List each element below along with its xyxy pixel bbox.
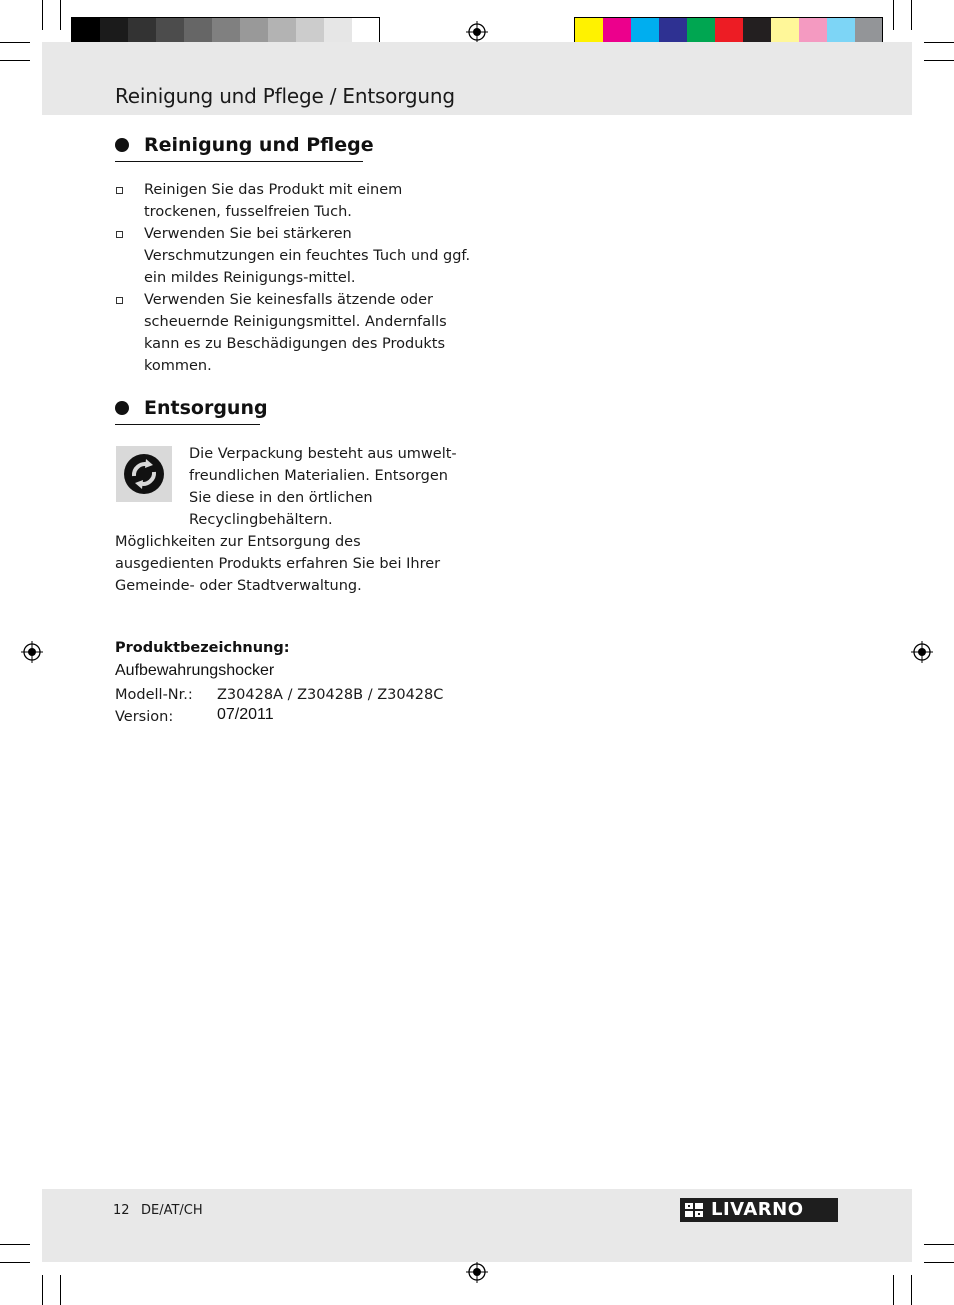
section-heading-text: Entsorgung	[144, 397, 268, 419]
section-heading-text: Reinigung und Pflege	[144, 134, 374, 156]
heading-underline	[115, 424, 260, 426]
crop-mark	[0, 60, 30, 61]
crop-mark	[924, 1262, 954, 1263]
recycle-symbol-box	[116, 446, 172, 502]
checkbox-bullet-icon	[116, 187, 123, 194]
registration-mark-icon	[466, 1261, 488, 1283]
crop-mark	[0, 1262, 30, 1263]
list-item-text: Verwenden Sie bei stärkeren Verschmutzungen ein feuchtes Tuch und ggf. ein mildes Reinigungs-mittel.	[144, 226, 471, 286]
locale-label: DE/AT/CH	[141, 1203, 203, 1218]
crop-mark	[924, 42, 954, 43]
livarno-logo-mark-icon	[685, 1202, 705, 1218]
livarno-logo	[680, 1198, 838, 1222]
green-dot-recycle-icon	[116, 446, 172, 502]
crop-mark	[0, 42, 30, 43]
registration-mark-icon	[21, 641, 43, 663]
registration-mark-icon	[466, 21, 488, 43]
product-label: Produktbezeichnung:	[115, 640, 290, 656]
crop-mark	[60, 1275, 61, 1305]
list-item-text: Verwenden Sie keinesfalls ätzende oder scheuernde Reinigungsmittel. Andernfalls kann es zu Beschädigungen des Produkts kommen.	[144, 292, 447, 374]
crop-mark	[893, 0, 894, 30]
crop-mark	[42, 0, 43, 30]
section-heading-disposal	[115, 394, 268, 422]
cleaning-list	[115, 179, 475, 377]
crop-mark	[42, 1275, 43, 1305]
heading-underline	[115, 161, 363, 163]
model-value: Z30428A / Z30428B / Z30428C	[217, 687, 444, 703]
version-value: 07/2011	[217, 706, 274, 723]
checkbox-bullet-icon	[116, 297, 123, 304]
product-name: Aufbewahrungshocker	[115, 662, 275, 679]
crop-mark	[893, 1275, 894, 1305]
disposal-options-text: Möglichkeiten zur Entsorgung des ausgedienten Produkts erfahren Sie bei Ihrer Gemeinde- oder Stadtverwaltung.	[115, 534, 441, 594]
packaging-text: Die Verpackung besteht aus umwelt-freundlichen Materialien. Entsorgen Sie diese in den örtlichen Recyclingbehältern.	[189, 446, 457, 528]
model-label: Modell-Nr.:	[115, 687, 193, 703]
checkbox-bullet-icon	[116, 231, 123, 238]
bullet-dot-icon	[115, 138, 129, 152]
version-label: Version:	[115, 709, 174, 725]
registration-mark-icon	[911, 641, 933, 663]
list-item	[115, 179, 475, 223]
crop-mark	[60, 0, 61, 30]
list-item	[115, 289, 475, 377]
section-heading-cleaning	[115, 131, 374, 159]
list-item	[115, 223, 475, 289]
crop-mark	[911, 0, 912, 30]
crop-mark	[924, 60, 954, 61]
page-number: 12	[113, 1203, 130, 1218]
page-title: Reinigung und Pflege / Entsorgung	[115, 84, 455, 108]
crop-mark	[911, 1275, 912, 1305]
bullet-dot-icon	[115, 401, 129, 415]
logo-wordmark: LIVARNO	[711, 1199, 804, 1220]
crop-mark	[924, 1244, 954, 1245]
crop-mark	[0, 1244, 30, 1245]
list-item-text: Reinigen Sie das Produkt mit einem trockenen, fusselfreien Tuch.	[144, 182, 403, 220]
